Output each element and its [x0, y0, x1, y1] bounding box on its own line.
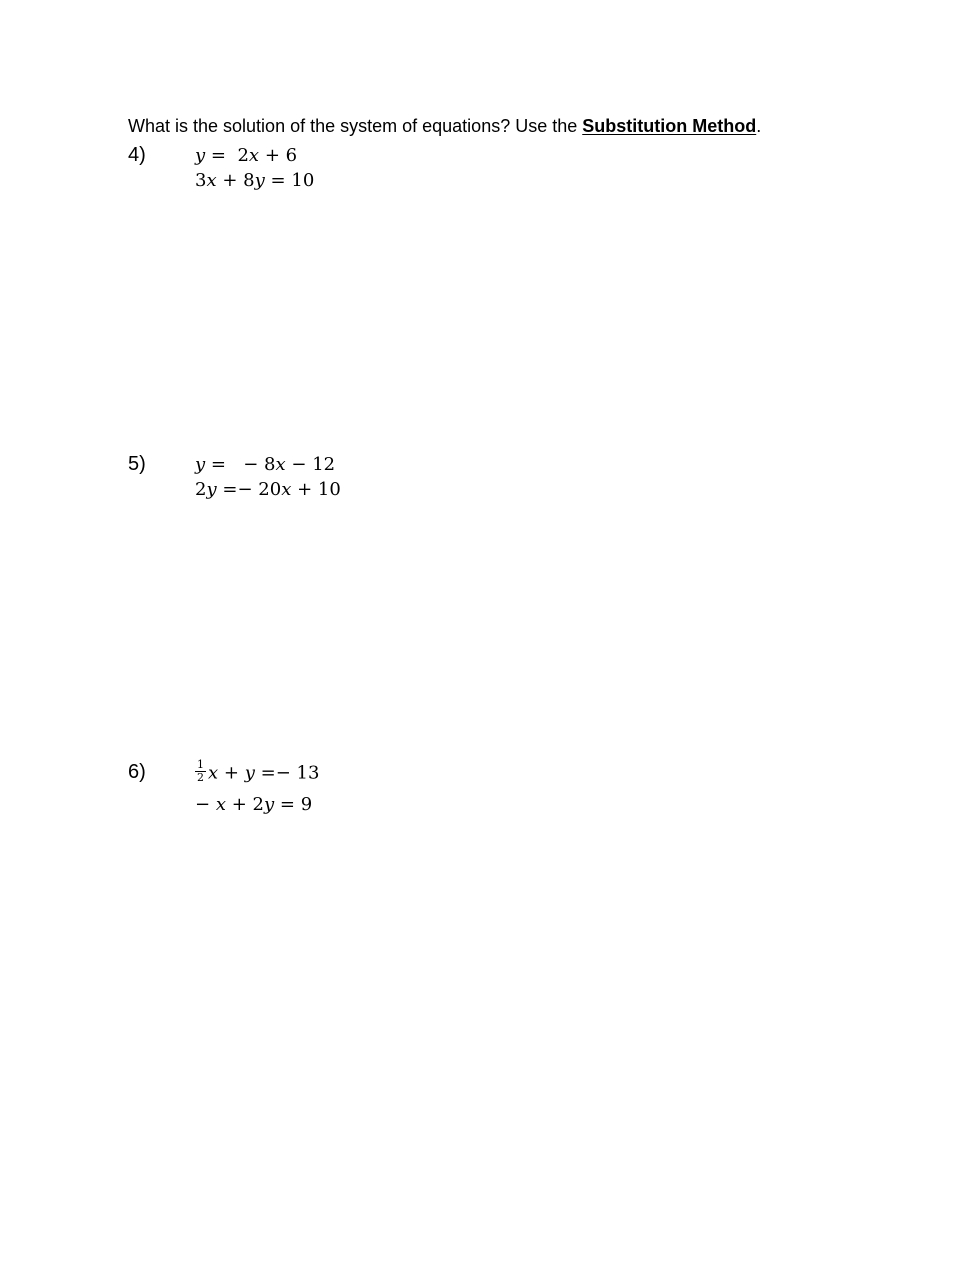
equation-1-rest: x + y =− 13 — [208, 762, 320, 784]
equation-2: 3x + 8y = 10 — [195, 170, 315, 191]
problem-number: 4) — [128, 144, 146, 166]
equation-2: 2y =− 20x + 10 — [195, 479, 341, 500]
instructions-suffix: . — [756, 116, 762, 136]
method-name: Substitution Method — [582, 116, 757, 136]
problem-number: 6) — [128, 761, 146, 783]
fraction-numerator: 1 — [197, 758, 204, 771]
fraction — [195, 759, 206, 784]
equation-1 — [195, 758, 320, 786]
problem-number: 5) — [128, 453, 146, 475]
equation-1: y = − 8x − 12 — [195, 454, 336, 475]
fraction-denominator: 2 — [197, 771, 204, 784]
equation-1: y = 2x + 6 — [195, 145, 298, 166]
equation-2: − x + 2y = 9 — [195, 794, 313, 815]
instructions-prefix: What is the solution of the system of equations? Use the — [128, 116, 583, 136]
instructions-text — [128, 115, 761, 137]
